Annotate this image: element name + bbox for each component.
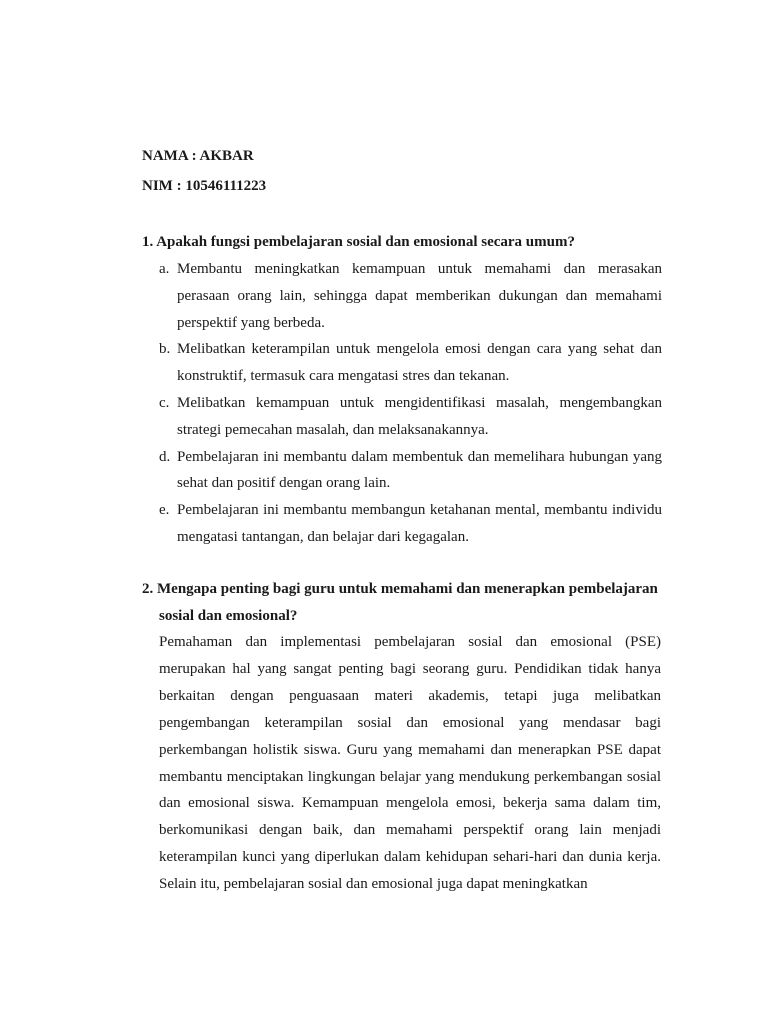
- answer-marker: c.: [159, 394, 170, 411]
- answer-text: Melibatkan keterampilan untuk mengelola emosi dengan cara yang sehat dan konstruktif, termasuk cara mengatasi stres dan tekanan.: [177, 341, 662, 385]
- question-2-answer: Pemahaman dan implementasi pembelajaran sosial dan emosional (PSE) merupakan hal yang sangat penting bagi seorang guru. Pendidikan tidak hanya berkaitan dengan penguasaan materi akademis, tetapi juga melibatkan pengembangan keterampilan sosial dan emosional yang mendasar bagi perkembangan holistik siswa. Guru yang memahami dan menerapkan PSE dapat membantu menciptakan lingkungan belajar yang mendukung perkembangan sosial dan emosional siswa. Kemampuan mengelola emosi, bekerja sama dalam tim, berkomunikasi dengan baik, dan memahami perspektif orang lain menjadi keterampilan kunci yang diperlukan dalam kehidupan sehari-hari dan dunia kerja. Selain itu, pembelajaran sosial dan emosional juga dapat meningkatkan: [159, 634, 661, 893]
- answer-text: Pembelajaran ini membantu dalam membentuk dan memelihara hubungan yang sehat dan positif dengan orang lain.: [177, 448, 662, 492]
- answer-text: Membantu meningkatkan kemampuan untuk memahami dan merasakan perasaan orang lain, sehingga dapat memberikan dukungan dan memahami perspektif yang berbeda.: [177, 261, 662, 331]
- answer-item-b: [159, 336, 662, 390]
- question-2-title: [142, 576, 662, 629]
- student-nim: NIM : 10546111223: [142, 178, 267, 194]
- question-2-number: 2.: [142, 581, 154, 597]
- answer-marker: d.: [159, 448, 171, 465]
- answer-marker: b.: [159, 341, 171, 358]
- question-2-text-line2: sosial dan emosional?: [159, 607, 298, 624]
- question-1-title: [142, 229, 662, 256]
- answer-marker: e.: [159, 502, 170, 519]
- question-1-number: 1.: [142, 234, 154, 250]
- question-2-text-line1: Mengapa penting bagi guru untuk memahami dan menerapkan pembelajaran: [157, 581, 658, 597]
- answer-item-e: [159, 497, 662, 551]
- student-name: NAMA : AKBAR: [142, 148, 254, 164]
- answer-item-c: [159, 390, 662, 444]
- question-1-text: Apakah fungsi pembelajaran sosial dan emosional secara umum?: [156, 234, 575, 250]
- answer-text: Pembelajaran ini membantu membangun ketahanan mental, membantu individu mengatasi tantangan, dan belajar dari kegagalan.: [177, 502, 662, 545]
- answer-text: Melibatkan kemampuan untuk mengidentifikasi masalah, mengembangkan strategi pemecahan masalah, dan melaksanakannya.: [177, 394, 662, 438]
- answer-marker: a.: [159, 261, 170, 277]
- question-1-answer-list: [159, 256, 662, 551]
- answer-item-d: [159, 444, 662, 498]
- answer-item-a: [159, 256, 662, 336]
